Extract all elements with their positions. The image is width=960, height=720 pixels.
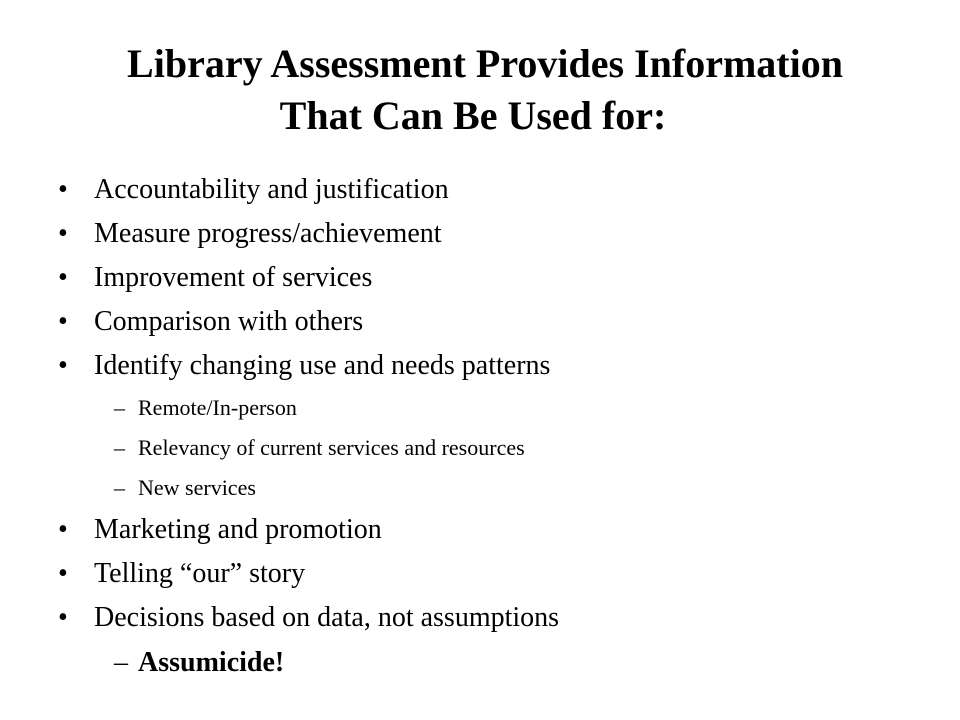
bullet-text: Measure progress/achievement [94, 218, 442, 249]
bullet-item-comparison [56, 300, 936, 344]
bullet-item-decisions [56, 596, 936, 640]
bullet-text: Accountability and justification [94, 174, 449, 205]
sub-item-relevancy [56, 428, 936, 468]
sub-item-text: Relevancy of current services and resources [138, 435, 525, 460]
bullet-text: Decisions based on data, not assumptions [94, 602, 560, 633]
bullet-icon: • [58, 602, 68, 633]
sub-list-container [56, 640, 936, 686]
bullet-item-marketing [56, 508, 936, 552]
bullet-icon: • [58, 558, 68, 589]
dash-icon: – [114, 435, 125, 460]
dash-icon: – [114, 395, 125, 420]
slide-title [0, 38, 960, 142]
bullet-text: Marketing and promotion [94, 514, 382, 545]
bullet-icon: • [58, 306, 68, 337]
bullet-icon: • [58, 174, 68, 205]
sub-list-decisions [56, 640, 936, 686]
dash-icon: – [114, 647, 128, 678]
bullet-text: Identify changing use and needs patterns [94, 350, 551, 381]
bullet-icon: • [58, 218, 68, 249]
bullet-text: Telling “our” story [94, 558, 306, 589]
sub-item-new-services [56, 468, 936, 508]
slide-title-line-2: That Can Be Used for: [279, 93, 667, 138]
bullet-icon: • [58, 350, 68, 381]
bullet-icon: • [58, 514, 68, 545]
sub-item-text: New services [138, 475, 256, 500]
sub-item-text: Assumicide! [138, 647, 285, 678]
sub-item-assumicide [56, 640, 936, 686]
bullet-text: Improvement of services [94, 262, 373, 293]
bullet-icon: • [58, 262, 68, 293]
dash-icon: – [114, 475, 125, 500]
bullet-item-measure-progress [56, 212, 936, 256]
sub-list-container [56, 388, 936, 508]
sub-item-text: Remote/In-person [138, 395, 297, 420]
bullet-item-improvement [56, 256, 936, 300]
sub-item-remote [56, 388, 936, 428]
bullet-text: Comparison with others [94, 306, 364, 337]
bullet-item-telling-story [56, 552, 936, 596]
slide-title-line-1: Library Assessment Provides Information [127, 41, 843, 86]
sub-list-changing-use [56, 388, 936, 508]
bullet-list [56, 168, 936, 686]
bullet-item-accountability [56, 168, 936, 212]
bullet-item-changing-use [56, 344, 936, 388]
